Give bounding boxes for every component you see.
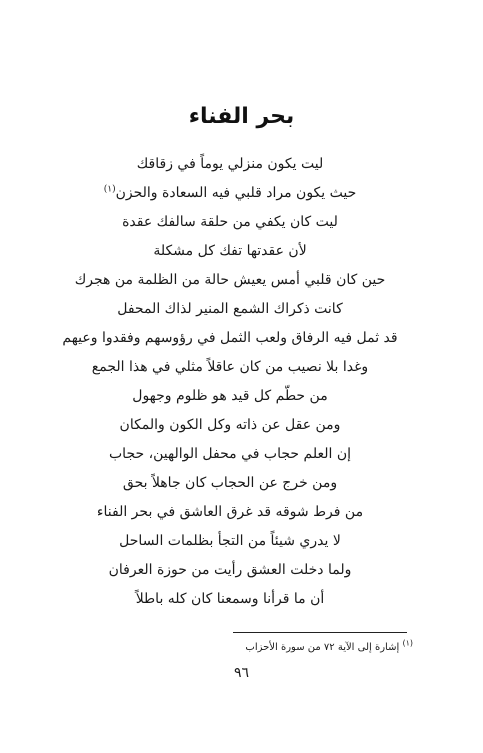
verse-line bbox=[30, 179, 430, 208]
verse-text: حيث يكون مراد قلبي فيه السعادة والحزن bbox=[115, 185, 357, 201]
verse-line: لا يدري شيئاً من التجأ بظلمات الساحل bbox=[119, 533, 341, 549]
verse-line: ليت يكون منزلي يوماً في زقاقك bbox=[136, 156, 324, 172]
verse-line: من فرط شوقه قد غرق العاشق في بحر الفناء bbox=[96, 504, 364, 520]
page-number: ٩٦ bbox=[233, 665, 250, 681]
verse-line: لأن عقدتها تفك كل مشكلة bbox=[153, 243, 307, 259]
verse-line: قد ثمل فيه الرفاق ولعب الثمل في رؤوسهم وفقدوا وعيهم bbox=[62, 330, 398, 346]
footnote-reference: (١) bbox=[103, 184, 116, 195]
verse-line: ولما دخلت العشق رأيت من حوزة العرفان bbox=[108, 562, 352, 578]
verse-line: إن العلم حجاب في محفل الوالهين، حجاب bbox=[109, 446, 351, 462]
footnote bbox=[245, 640, 413, 656]
verse-line: حين كان قلبي أمس يعيش حالة من الظلمة من هجرك bbox=[74, 272, 386, 288]
footnote-divider bbox=[233, 632, 407, 633]
poem-title: بحر الفناء bbox=[188, 104, 295, 129]
verse-line: ومن عقل عن ذاته وكل الكون والمكان bbox=[119, 417, 341, 433]
footnote-text: إشارة إلى الآية ٧٢ من سورة الأحزاب bbox=[245, 642, 400, 653]
verse-line: كانت ذكراك الشمع المنير لذاك المحفل bbox=[117, 301, 343, 317]
poem-body bbox=[30, 150, 430, 614]
footnote-marker: (١) bbox=[402, 638, 413, 648]
verse-line: ليت كان يكفي من حلقة سالفك عقدة bbox=[122, 214, 338, 230]
verse-line: وغدا بلا نصيب من كان عاقلاً مثلي في هذا الجمع bbox=[91, 359, 369, 375]
verse-line: ومن خرج عن الحجاب كان جاهلاً بحق bbox=[122, 475, 338, 491]
verse-line: من حطّم كل قيد هو ظلوم وجهول bbox=[132, 388, 328, 404]
verse-line: أن ما قرأنا وسمعنا كان كله باطلاً bbox=[135, 591, 325, 607]
